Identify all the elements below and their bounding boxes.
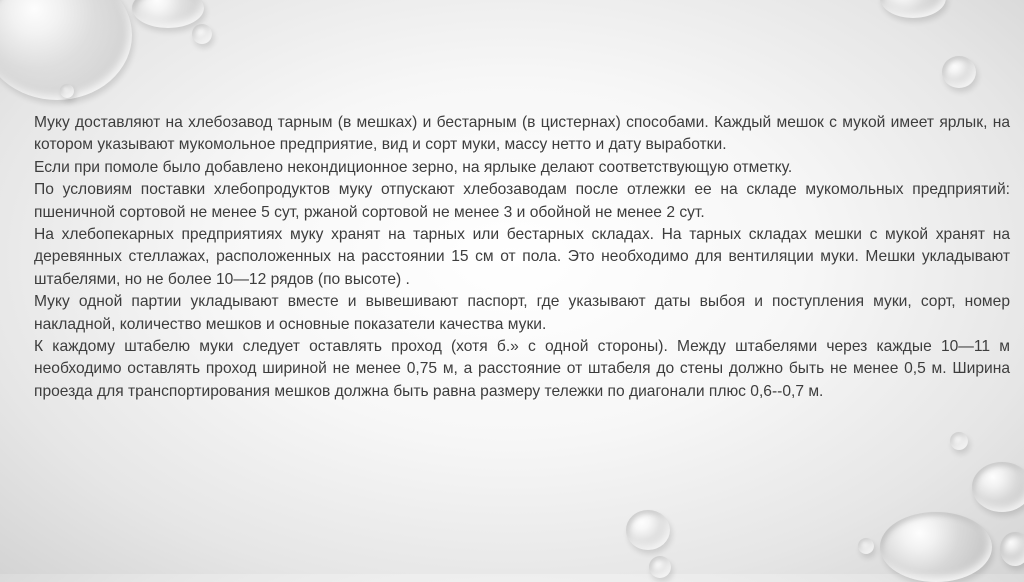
water-drop-decoration: [649, 556, 671, 578]
water-drop-decoration: [132, 0, 204, 28]
water-drop-decoration: [626, 510, 670, 550]
paragraph: По условиям поставки хлебопродуктов муку отпускают хлебозаводам после отлежки ее на складе мукомольных предприятий: пшеничной сортовой не менее 5 сут, ржаной сортовой не менее 3 и обойной не менее 2 сут.: [34, 181, 1010, 221]
water-drop-decoration: [972, 462, 1024, 512]
body-text: [34, 112, 1010, 403]
water-drop-decoration: [942, 56, 976, 88]
water-drop-decoration: [858, 538, 874, 554]
water-drop-decoration: [60, 84, 74, 98]
water-drop-decoration: [880, 512, 992, 582]
paragraph: Муку одной партии укладывают вместе и вывешивают паспорт, где указывают даты выбоя и поступления муки, сорт, номер накладной, количество мешков и основные показатели качества муки.: [34, 293, 1010, 333]
paragraph: Если при помоле было добавлено некондиционное зерно, на ярлыке делают соответствующую отметку.: [34, 158, 793, 176]
paragraph: Муку доставляют на хлебозавод тарным (в мешках) и бестарным (в цистернах) способами. Каждый мешок с мукой имеет ярлык, на котором указывают мукомольное предприятие, вид и сорт муки, массу нетто и дату выработки.: [34, 114, 1010, 154]
water-drop-decoration: [192, 24, 212, 44]
water-drop-decoration: [1000, 532, 1024, 566]
water-drop-decoration: [880, 0, 946, 18]
water-drop-decoration: [950, 432, 968, 450]
paragraph: На хлебопекарных предприятиях муку хранят на тарных или бестарных складах. На тарных складах мешки с мукой хранят на деревянных стеллажах, расположенных на расстоянии 15 см от пола. Это необходимо для вентиляции муки. Мешки укладывают штабелями, но не более 10—12 рядов (по высоте) .: [34, 226, 1010, 288]
paragraph: К каждому штабелю муки следует оставлять проход (хотя б.» с одной стороны). Между штабелями через каждые 10—11 м необходимо оставлять проход шириной не менее 0,75 м, а расстояние от штабеля до стены должно быть не менее 0,5 м. Ширина проезда для транспортирования мешков должна быть равна размеру тележки по диагонали плюс 0,6--0,7 м.: [34, 338, 1010, 400]
